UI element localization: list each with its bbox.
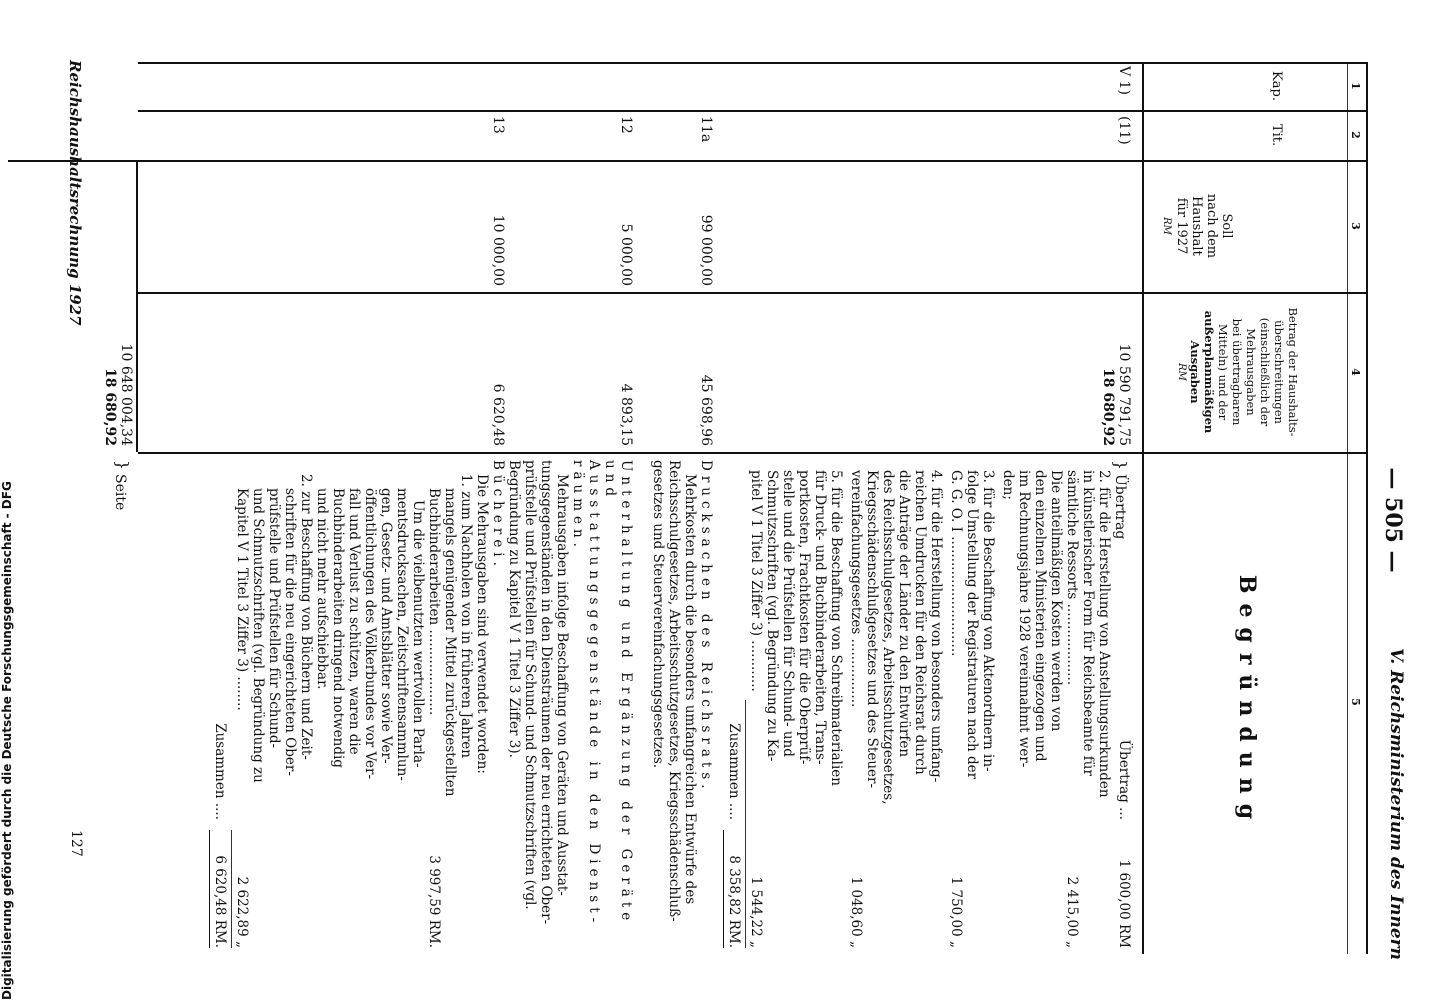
para-3-value: 1 750,00 „ <box>948 876 964 948</box>
kap-value: V 1) <box>1116 66 1132 95</box>
total-top-rule <box>136 160 138 452</box>
sum-underline-1 <box>723 830 724 948</box>
uebertrag-value1: 10 590 791,75 <box>1116 343 1132 446</box>
para-4: 4. für die Herstellung von besonders umfang- reichen Umdrucken für den Reichsrat durch die Anträge der Länder zu den Entwürfen des Reichsschulgesetzes, Arbeitsschutzgesetzes, Kriegsschädenschlußgesetzes und des Steuer- vereinfachungsgesetzes ................ <box>848 470 944 805</box>
buecherei-1-value: 3 997,59 RM. <box>426 855 442 948</box>
zusammen-1: Zusammen .... <box>726 723 742 820</box>
total-value1: 10 648 004,34 <box>118 343 134 446</box>
uebertrag-value2: 18 680,92 <box>1100 368 1116 446</box>
tit-11a: 11a <box>698 116 714 143</box>
soll-12: 5 000,00 <box>618 223 634 286</box>
soll-11a: 99 000,00 <box>698 214 714 286</box>
colnum-rule <box>1347 62 1348 954</box>
drucksachen-block: Drucksachen des Reichsrats. Mehrkosten durch die besonders umfangreichen Entwürfe des Reichsschulgesetzes, Arbeitsschutzgesetzes, Kriegsschädenschluß- gesetzes und Steuervereinfachungsgesetzes. <box>650 460 714 922</box>
brace-bottom: } <box>113 460 132 471</box>
zusammen-2: Zusammen .... <box>212 723 228 820</box>
begruendung-header: Begründung <box>1234 574 1260 830</box>
seite-label: Seite <box>112 474 128 511</box>
para-4-value: 1 048,60 „ <box>848 876 864 948</box>
tit-value: (11) <box>1116 116 1132 145</box>
para-5-value: 1 544,22 „ <box>748 876 764 948</box>
sum-underline-2 <box>209 830 210 948</box>
colnum-2: 2 <box>1349 131 1362 139</box>
text-uebertrag: Übertrag ... <box>1116 739 1132 820</box>
page-number-header: — 505 — <box>1380 467 1406 573</box>
sum-rule-1 <box>745 700 746 948</box>
buecherei-2-value: 2 622,89 „ <box>234 876 250 948</box>
buecherei-block: Bücherei. Die Mehrausgaben sind verwendet worden: 1. zum Nachholen von in früheren Jahren mangels genügender Mittel zurückgestellten Buchbinderarbeiten .................... Um die vielbenutzten wertvollen Parla- mentsdrucksachen, Zeitschriftensammlun- gen, Gesetz- und Amtsblätter sowie Ver- öffentlichungen des Völkerbundes vor Ver- fall und Verlust zu schützen, waren die Buchbinderarbeiten dringend notwendig und nicht mehr aufschiebbar. 2. zur Beschaffung von Büchern und Zeit- schriften für die neu eingerichteten Ober- prüfstelle und Prüfstellen für Schund- und Schmutzschriften (vgl. Begründung zu Kapitel V 1 Titel 3 Ziffer 3) ........ <box>234 460 506 797</box>
brace: } <box>1111 460 1130 471</box>
soll-13: 10 000,00 <box>490 214 506 286</box>
soll-header: Soll nach dem Haushalt für 1927 RM <box>1161 193 1234 259</box>
col4-rule <box>138 452 1368 454</box>
tit-13: 13 <box>490 116 506 134</box>
sum-rule-2 <box>231 830 232 948</box>
para-3: 3. für die Beschaffung von Aktenordnern in- folge Umstellung der Registraturen nach der G. G. O. I ............................ <box>948 470 996 780</box>
dfg-note: Digitalisierung gefördert durch die Deutsche Forschungsgemeinschaft - DFG <box>0 481 14 1000</box>
zusammen-1-value: 8 358,82 RM. <box>726 855 742 948</box>
footer-title: Reichshaushaltsrechnung 1927 <box>66 60 84 326</box>
ministry-header: V. Reichsministerium des Innern <box>1386 648 1406 960</box>
kap-header: Kap. <box>1269 71 1284 101</box>
para-2-value: 2 415,00 „ <box>1064 876 1080 948</box>
para-2: 2. für die Herstellung von Anstellungsurkunden in künstlerischer Form für Reichsbeamte für sämtliche Ressorts ................... Die anteilmäßigen Kosten werden von den einzelnen Ministerien eingezogen und im Rechnungsjahre 1928 vereinnahmt wer- den; <box>1000 470 1112 798</box>
betrag-13: 6 620,48 <box>490 383 506 446</box>
colnum-3: 3 <box>1349 222 1362 230</box>
zusammen-2-value: 6 620,48 RM. <box>212 855 228 948</box>
col1-rule <box>138 110 1368 112</box>
colnum-5: 5 <box>1349 698 1362 706</box>
unterhaltung-block: Unterhaltung und Ergänzung der Geräte und Ausstattungsgegenstände in den Dienst- räumen. Mehrausgaben infolge Beschaffung von Geräten und Ausstat- tungsgegenständen in den Diensträumen der neu errichteten Ober- prüfstelle und Prüfstellen für Schund- und Schmutzschriften (vgl. Begründung zu Kapitel V 1 Titel 3 Ziffer 3). <box>506 460 634 928</box>
text-uebertrag-value: 1 600,00 RM <box>1116 859 1132 948</box>
tit-12: 12 <box>618 116 634 134</box>
para-5: 5. für die Beschaffung von Schreibmaterialien für Druck- und Buchbinderarbeiten, Trans- portkosten, Frachtkosten für die Oberprüf- stelle und die Prüfstellen für Schund- und Schmutzschriften (vgl. Begründung zu Ka- pitel V 1 Titel 3 Ziffer 3) ............ <box>748 470 844 786</box>
total-value2: 18 680,92 <box>102 368 118 446</box>
betrag-11a: 45 698,96 <box>698 374 714 446</box>
colnum-1: 1 <box>1349 82 1362 90</box>
header-bottom-rule <box>1142 62 1144 954</box>
footer-pagenum: 127 <box>68 830 84 857</box>
col-left-rule <box>138 62 1368 64</box>
table-top-rule <box>1366 62 1368 954</box>
tit-header: Tit. <box>1269 123 1284 147</box>
betrag-12: 4 893,15 <box>618 383 634 446</box>
betrag-header: Betrag der Haushalts- überschreitungen (einschließlich der Mehrausgaben bei übertragbaren Mitteln) und der außerplanmäßigen Ausgaben RM <box>1176 307 1300 437</box>
uebertrag-label: Übertrag <box>1112 474 1128 540</box>
colnum-4: 4 <box>1349 368 1362 376</box>
